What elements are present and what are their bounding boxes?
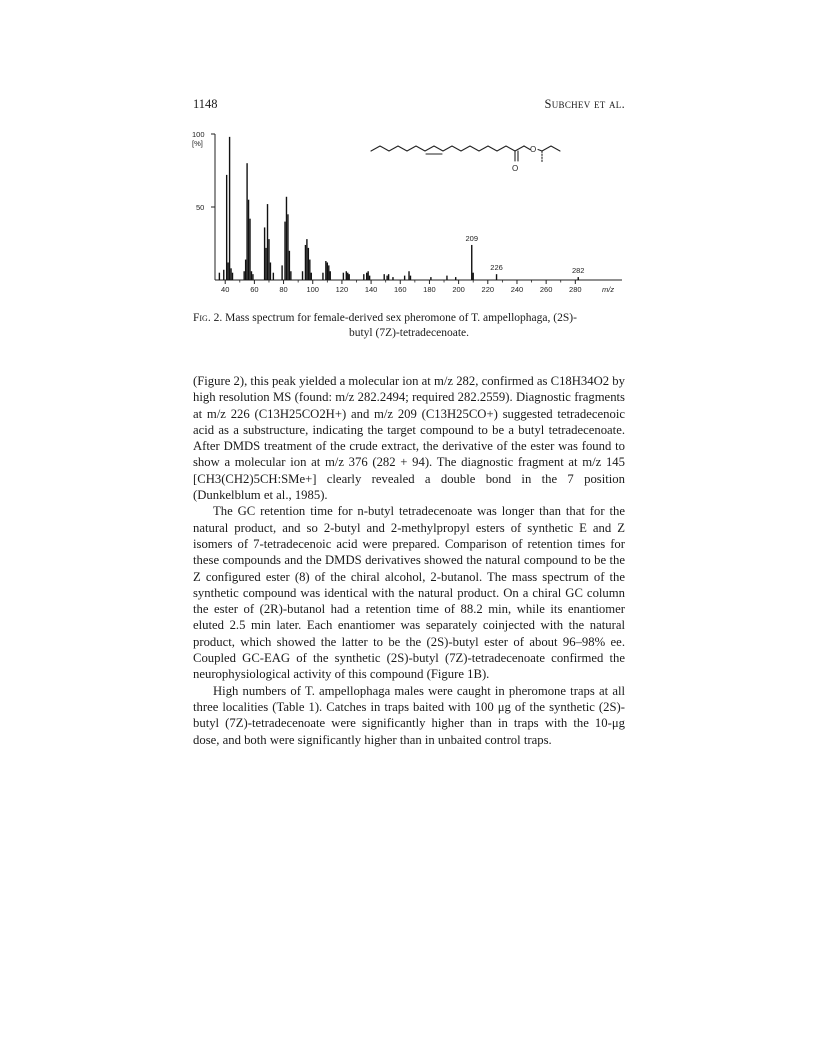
running-head: Subchev et al. [544,97,625,111]
paragraph-3: High numbers of T. ampellophaga males were caught in pheromone traps at all three localities (Table 1). Catches in traps baited with 100 μg of the synthetic (2S)-butyl (7Z)-tetradecenoate were significantly higher than in traps with the 10-μg dose, and both were significantly higher than in unbaited control traps. [193,683,625,747]
x-tick-label: 120 [335,285,349,294]
mass-spectrum-chart [190,128,630,298]
x-tick-label: 80 [279,285,288,294]
caption-line-1: Mass spectrum for female-derived sex pheromone of T. ampellophaga, (2S)- [225,312,577,324]
x-tick-label: 260 [539,285,553,294]
mass-spectrum-figure [190,128,630,298]
x-tick-label: 40 [221,285,230,294]
y-tick-label: 50 [196,203,205,212]
caption-line-2: butyl (7Z)-tetradecenoate. [348,327,470,339]
x-tick-label: 140 [364,285,378,294]
x-tick-label: 60 [250,285,259,294]
peak-label: 282 [571,266,585,276]
chart-axes [211,134,622,284]
x-axis-label: m/z [602,285,615,294]
chart-tick-labels [192,130,614,294]
chart-peak-labels [465,234,584,275]
chart-peaks [219,137,578,280]
x-tick-label: 160 [394,285,407,294]
ester-oxygen-label: O [530,145,537,154]
x-tick-label: 180 [423,285,436,294]
y-axis-label-unit: [%] [192,139,203,148]
x-tick-label: 200 [452,285,465,294]
x-tick-label: 280 [569,285,582,294]
peak-label: 209 [465,233,479,243]
alkyl-chain [371,146,524,151]
carbonyl-oxygen-label: O [512,164,519,173]
y-axis-label-top: 100 [192,130,205,139]
caption-label: Fig. 2. [193,312,223,324]
page-header [193,97,625,115]
butyl-group [538,146,560,151]
body-text [193,373,625,748]
x-tick-label: 100 [306,285,319,294]
figure-caption [193,311,625,341]
page-number: 1148 [193,97,218,111]
x-tick-label: 240 [510,285,524,294]
paragraph-1: (Figure 2), this peak yielded a molecular ion at m/z 282, confirmed as C18H34O2 by high resolution MS (found: m/z 282.2494; required 282.2559). Diagnostic fragments at m/z 226 (C13H25CO2H+) and m/z 209 (C13H25CO+) suggested tetradecenoic acid as a substructure, indicating the target compound to be a butyl tetradecenoate. After DMDS treatment of the crude extract, the derivative of the ester was found to show a molecular ion at m/z 376 (282 + 94). The diagnostic fragment at m/z 145 [CH3(CH2)5CH:SMe+] clearly revealed a double bond in the 7 position (Dunkelblum et al., 1985). [193,374,625,503]
x-tick-label: 220 [481,285,495,294]
peak-label: 226 [490,263,503,273]
paragraph-2: The GC retention time for n-butyl tetradecenoate was longer than that for the natural product, and so 2-butyl and 2-methylpropyl esters of synthetic E and Z isomers of 7-tetradecenoic acid were prepared. Comparison of retention times for these compounds and the DMDS derivatives showed the natural compound to be the Z configured ester (8) of the chiral alcohol, 2-butanol. The mass spectrum of the synthetic compound was identical with the natural product. On a chiral GC column the ester of (2R)-butanol had a retention time of 88.2 min, while its enantiomer eluted 2.5 min later. Each enantiomer was separately coinjected with the natural product, which showed the latter to be the (2S)-butyl ester of about 96–98% ee. Coupled GC-EAG of the synthetic (2S)-butyl (7Z)-tetradecenoate confirmed the neurophysiological activity of this compound (Figure 1B). [193,504,625,682]
